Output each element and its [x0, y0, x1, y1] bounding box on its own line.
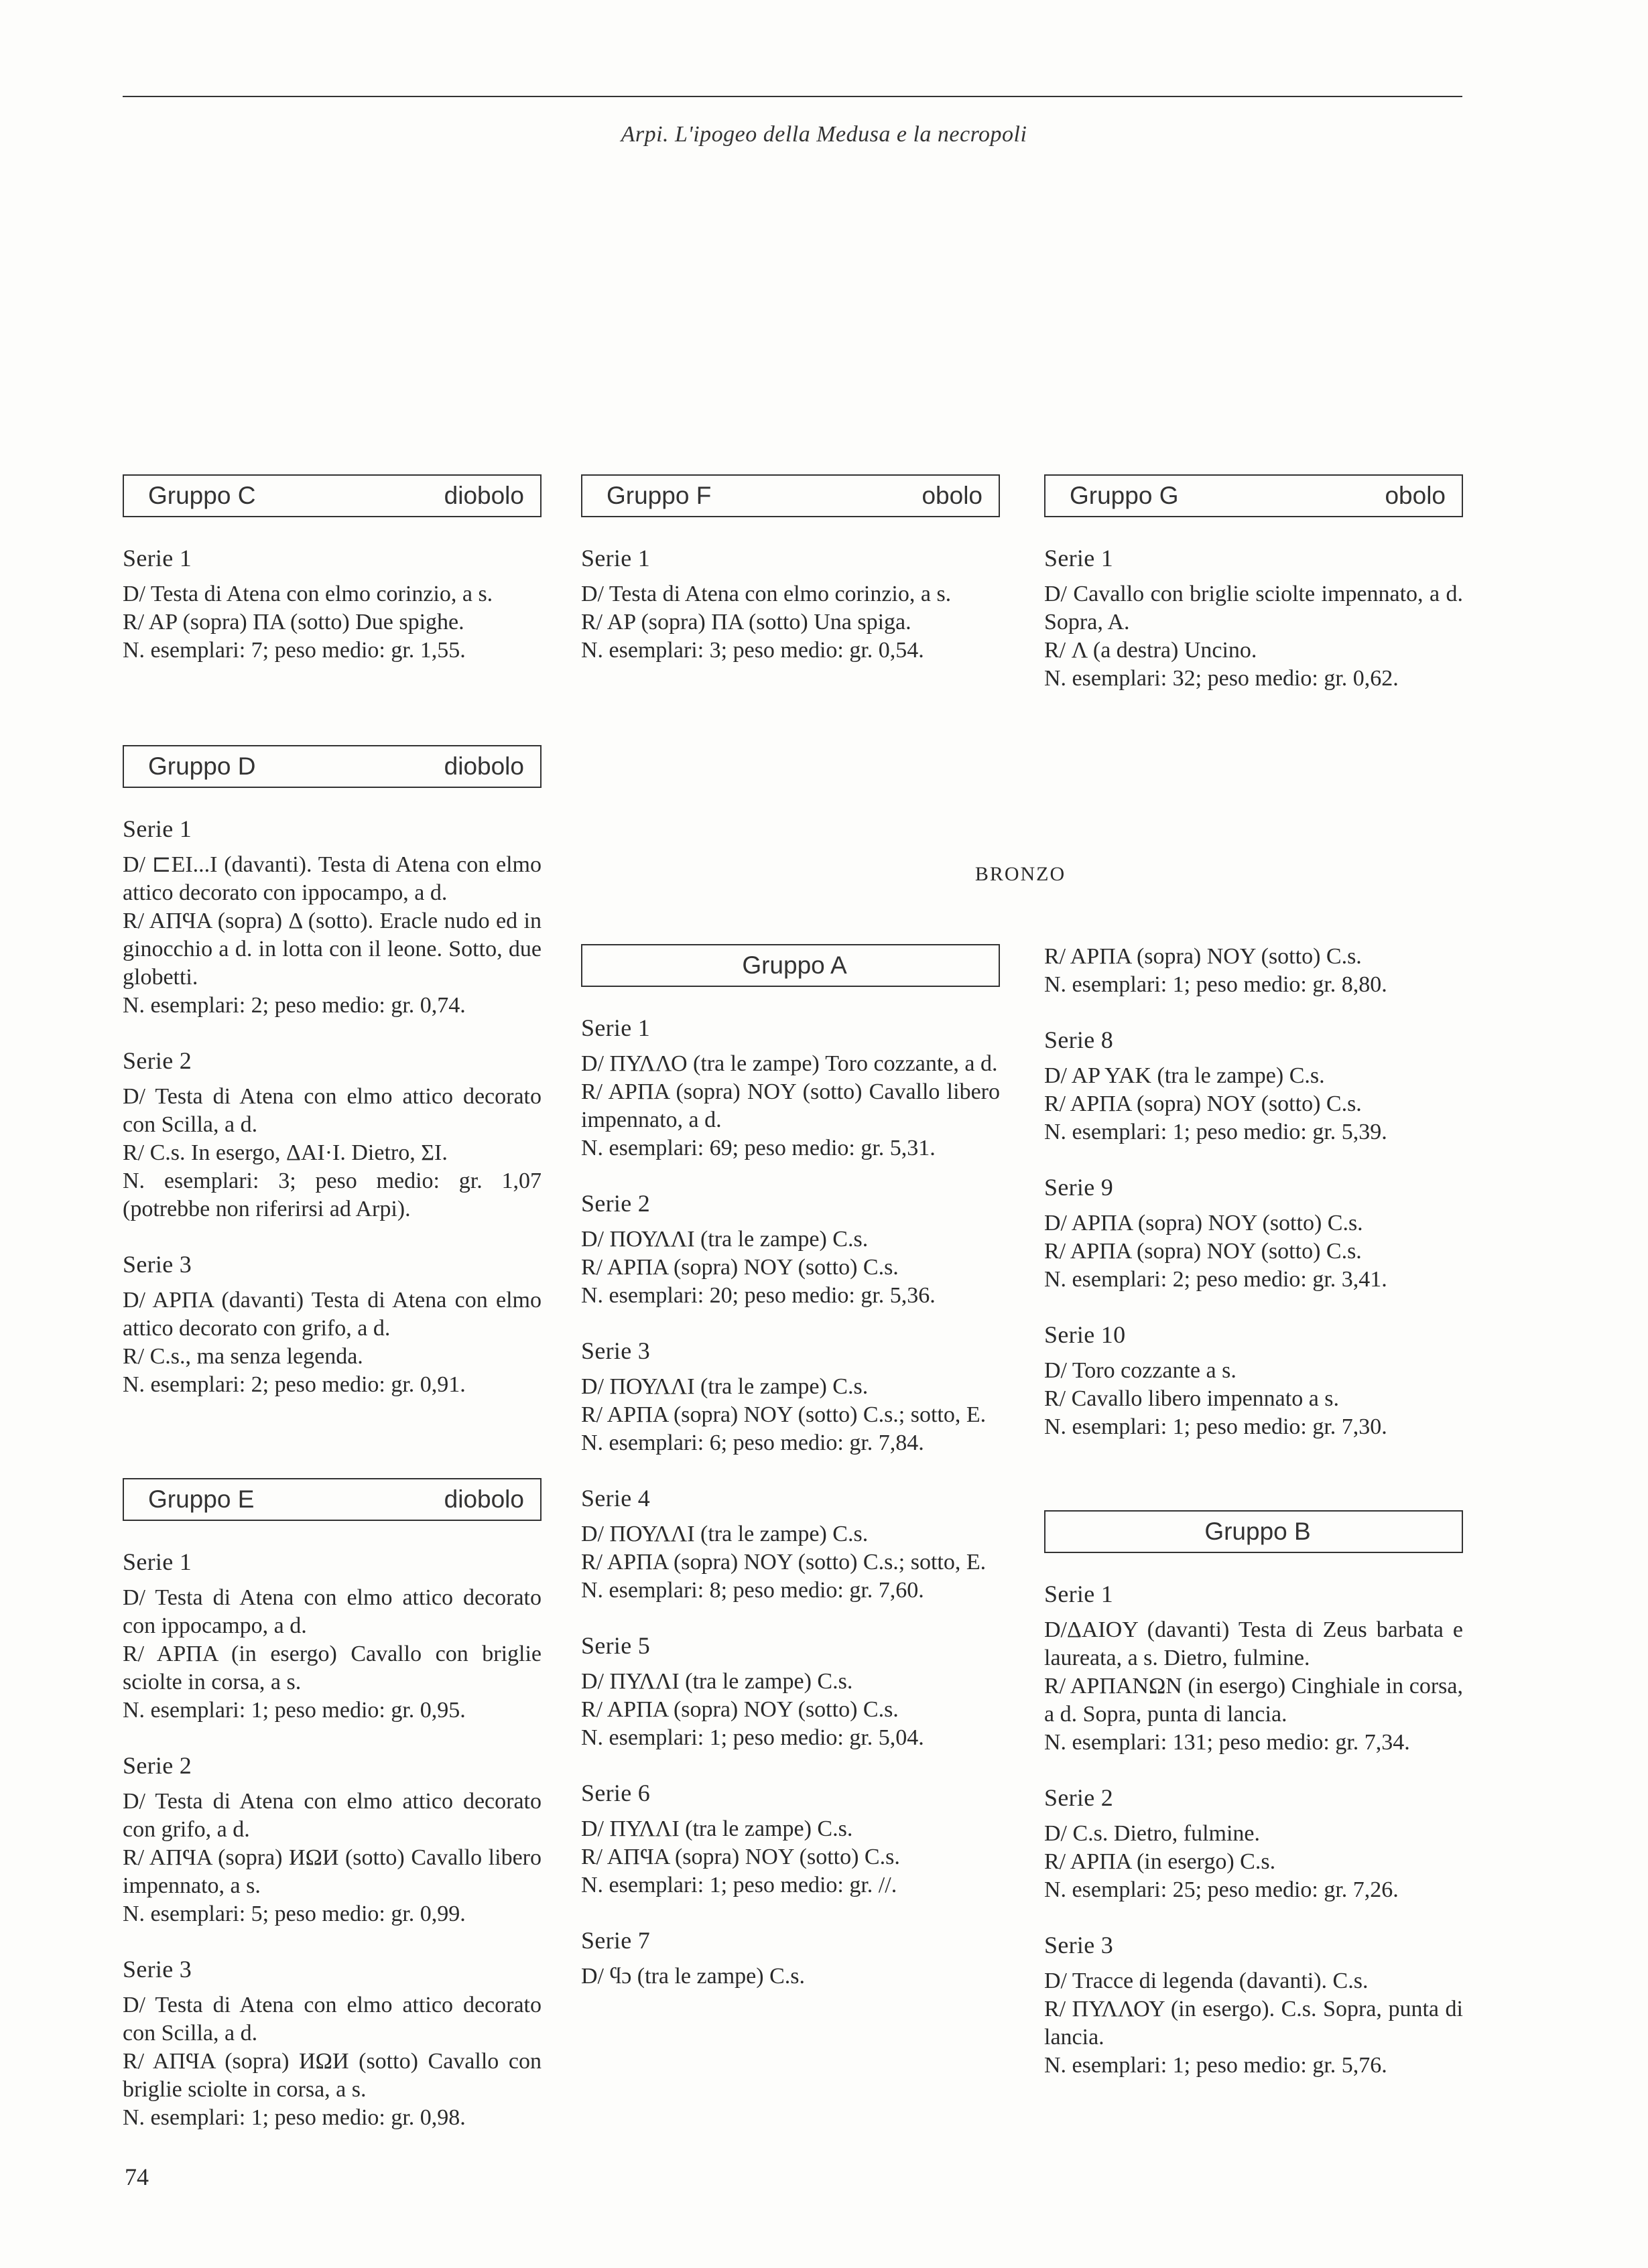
- series-title: Serie 1: [123, 1548, 192, 1575]
- series-line: N. esemplari: 1; peso medio: gr. 8,80.: [1044, 972, 1387, 997]
- series-line: R/ APΠA (sopra) NOY (sotto) C.s.: [581, 1255, 899, 1280]
- series-line: N. esemplari: 1; peso medio: gr. 0,95.: [123, 1698, 466, 1723]
- series-line: D/ ΠΟΥΛΛΙ (tra le zampe) C.s.: [581, 1227, 869, 1252]
- series-line: D/ ΠΥΛΛΙ (tra le zampe) C.s.: [581, 1816, 853, 1841]
- series-line: R/ Cavallo libero impennato a s.: [1044, 1386, 1340, 1411]
- column-3-middle: [1044, 943, 1463, 1441]
- series-line: R/ APΠA (sopra) NOY (sotto) C.s.: [1044, 1239, 1362, 1264]
- series-line: D/ Testa di Atena con elmo corinzio, a s.: [123, 582, 493, 606]
- series-title: Serie 2: [123, 1752, 192, 1779]
- series-title: Serie 2: [123, 1047, 192, 1074]
- column-1-middle: [123, 745, 542, 1399]
- series-line: D/ Toro cozzante a s.: [1044, 1358, 1237, 1383]
- series-title: Serie 6: [581, 1780, 651, 1806]
- series-line: R/ APΠA (in esergo) Cavallo con briglie sciolte in corsa, a s.: [123, 1642, 542, 1694]
- running-head: Arpi. L'ipogeo della Medusa e la necropoli: [621, 122, 1027, 147]
- series-title: Serie 9: [1044, 1174, 1114, 1201]
- series-title: Serie 5: [581, 1632, 651, 1659]
- series-line: R/ APΠA (sopra) NOY (sotto) C.s.: [1044, 944, 1362, 969]
- series-line: D/ Cavallo con briglie sciolte impennato, a d. Sopra, A.: [1044, 582, 1463, 635]
- series-title: Serie 10: [1044, 1321, 1126, 1348]
- series-line: R/ C.s., ma senza legenda.: [123, 1344, 363, 1369]
- series-line: N. esemplari: 131; peso medio: gr. 7,34.: [1044, 1730, 1410, 1755]
- page-number: 74: [125, 2163, 149, 2190]
- group-title: Gruppo G: [1070, 482, 1179, 509]
- series-title: Serie 3: [581, 1337, 651, 1364]
- series-line: R/ AΠϤA (sopra) Δ (sotto). Eracle nudo ed in ginocchio a d. in lotta con il leone. Sotto, due globetti.: [123, 909, 542, 990]
- series-title: Serie 1: [1044, 545, 1114, 572]
- series-entry: [1044, 1784, 1463, 1904]
- header-rule: [123, 96, 1462, 97]
- series-title: Serie 3: [123, 1956, 192, 1983]
- series-entry: [581, 1779, 1000, 1899]
- series-entry: [1044, 544, 1463, 693]
- series-line: N. esemplari: 2; peso medio: gr. 0,91.: [123, 1372, 466, 1397]
- series-line: D/ Tracce di legenda (davanti). C.s.: [1044, 1969, 1369, 1993]
- group-header: [1044, 474, 1463, 517]
- series-line: D/ AP YAK (tra le zampe) C.s.: [1044, 1063, 1325, 1088]
- series-entry: [123, 1250, 542, 1399]
- group-header: [123, 745, 542, 788]
- series-title: Serie 3: [123, 1251, 192, 1278]
- series-entry: [123, 544, 542, 665]
- series-line: D/ C.s. Dietro, fulmine.: [1044, 1821, 1261, 1846]
- series-line: D/ Testa di Atena con elmo attico decorato con grifo, a d.: [123, 1789, 542, 1842]
- series-entry: [581, 544, 1000, 665]
- series-entry: [123, 1955, 542, 2132]
- series-line: D/ΔAIOY (davanti) Testa di Zeus barbata e laureata, a s. Dietro, fulmine.: [1044, 1617, 1463, 1670]
- group-title: Gruppo B: [1204, 1518, 1311, 1545]
- series-line: R/ APΠA (sopra) NOY (sotto) C.s.: [1044, 1091, 1362, 1116]
- group-header: [581, 944, 1000, 987]
- denomination-label: diobolo: [444, 1485, 524, 1513]
- series-line: N. esemplari: 1; peso medio: gr. 0,98.: [123, 2105, 466, 2130]
- series-entry: [1044, 1931, 1463, 2080]
- series-title: Serie 8: [1044, 1026, 1114, 1053]
- column-1-bottom: [123, 1478, 542, 2132]
- column-2-bottom: [581, 944, 1000, 1991]
- series-title: Serie 3: [1044, 1932, 1114, 1958]
- series-line: R/ APΠA (sopra) NOY (sotto) Cavallo libero impennato, a d.: [581, 1079, 1000, 1132]
- series-entry: [123, 1047, 542, 1223]
- column-1-top: [123, 474, 542, 665]
- group-title: Gruppo E: [148, 1485, 255, 1513]
- series-line: N. esemplari: 25; peso medio: gr. 7,26.: [1044, 1877, 1399, 1902]
- series-title: Serie 7: [581, 1927, 651, 1954]
- group-title: Gruppo A: [742, 951, 847, 979]
- series-entry: [1044, 943, 1463, 999]
- series-line: D/ ϥɔ (tra le zampe) C.s.: [581, 1964, 805, 1989]
- series-line: D/ ⊏EI...I (davanti). Testa di Atena con elmo attico decorato con ippocampo, a d.: [123, 852, 542, 905]
- series-title: Serie 2: [581, 1190, 651, 1217]
- column-3-bottom: [1044, 1510, 1463, 2080]
- series-title: Serie 4: [581, 1485, 651, 1512]
- series-title: Serie 1: [123, 545, 192, 572]
- series-title: Serie 1: [123, 815, 192, 842]
- series-line: N. esemplari: 8; peso medio: gr. 7,60.: [581, 1578, 924, 1603]
- series-line: D/ Testa di Atena con elmo attico decorato con Scilla, a d.: [123, 1993, 542, 2046]
- series-line: N. esemplari: 1; peso medio: gr. 5,39.: [1044, 1120, 1387, 1144]
- series-line: D/ Testa di Atena con elmo attico decorato con Scilla, a d.: [123, 1084, 542, 1137]
- group-header: [1044, 1510, 1463, 1553]
- series-line: R/ APΠA (sopra) NOY (sotto) C.s.: [581, 1697, 899, 1722]
- group-title: Gruppo C: [148, 482, 256, 509]
- group-header: [581, 474, 1000, 517]
- series-title: Serie 1: [581, 1014, 651, 1041]
- group-header: [123, 474, 542, 517]
- series-line: N. esemplari: 2; peso medio: gr. 0,74.: [123, 993, 466, 1018]
- column-3-top: [1044, 474, 1463, 693]
- series-line: R/ AP (sopra) ΠA (sotto) Due spighe.: [123, 610, 464, 635]
- series-line: N. esemplari: 1; peso medio: gr. 5,76.: [1044, 2053, 1387, 2078]
- series-entry: [581, 1337, 1000, 1457]
- series-line: R/ AΠϤA (sopra) ИΩИ (sotto) Cavallo libero impennato, a s.: [123, 1845, 542, 1898]
- series-line: R/ APΠA (in esergo) C.s.: [1044, 1849, 1276, 1874]
- series-line: D/ ΠΥΛΛΟ (tra le zampe) Toro cozzante, a d.: [581, 1051, 998, 1076]
- series-line: R/ C.s. In esergo, ΔAI·I. Dietro, ΣI.: [123, 1140, 448, 1165]
- series-line: N. esemplari: 6; peso medio: gr. 7,84.: [581, 1430, 924, 1455]
- series-line: D/ ΠΟΥΛΛΙ (tra le zampe) C.s.: [581, 1522, 869, 1546]
- series-line: R/ AΠϤA (sopra) ИΩИ (sotto) Cavallo con briglie sciolte in corsa, a s.: [123, 2049, 542, 2102]
- series-line: R/ AΠϤA (sopra) NOY (sotto) C.s.: [581, 1845, 900, 1869]
- series-line: N. esemplari: 1; peso medio: gr. 7,30.: [1044, 1414, 1387, 1439]
- series-line: R/ AP (sopra) ΠA (sotto) Una spiga.: [581, 610, 911, 635]
- series-entry: [123, 1548, 542, 1725]
- denomination-label: diobolo: [444, 752, 524, 780]
- series-entry: [123, 815, 542, 1020]
- series-title: Serie 1: [1044, 1581, 1114, 1607]
- series-title: Serie 2: [1044, 1784, 1114, 1811]
- series-line: N. esemplari: 2; peso medio: gr. 3,41.: [1044, 1267, 1387, 1292]
- series-line: D/ ΠΥΛΛΙ (tra le zampe) C.s.: [581, 1669, 853, 1694]
- series-line: R/ Λ (a destra) Uncino.: [1044, 638, 1257, 663]
- series-entry: [581, 1014, 1000, 1162]
- series-line: N. esemplari: 1; peso medio: gr. 5,04.: [581, 1725, 924, 1750]
- denomination-label: diobolo: [444, 482, 524, 509]
- series-entry: [581, 1631, 1000, 1752]
- series-line: N. esemplari: 7; peso medio: gr. 1,55.: [123, 638, 466, 663]
- series-entry: [1044, 1321, 1463, 1441]
- column-2-top: [581, 474, 1000, 665]
- series-line: R/ APΠANΩN (in esergo) Cinghiale in corsa, a d. Sopra, punta di lancia.: [1044, 1674, 1463, 1727]
- series-line: D/ APΠA (sopra) NOY (sotto) C.s.: [1044, 1211, 1363, 1236]
- series-entry: [581, 1484, 1000, 1605]
- series-line: N. esemplari: 3; peso medio: gr. 1,07 (potrebbe non riferirsi ad Arpi).: [123, 1169, 542, 1221]
- series-line: N. esemplari: 3; peso medio: gr. 0,54.: [581, 638, 924, 663]
- section-heading: BRONZO: [974, 863, 1066, 885]
- series-title: Serie 1: [581, 545, 651, 572]
- series-entry: [581, 1189, 1000, 1310]
- series-entry: [581, 1926, 1000, 1991]
- series-entry: [1044, 1173, 1463, 1294]
- series-line: R/ ΠΥΛΛΟΥ (in esergo). C.s. Sopra, punta di lancia.: [1044, 1997, 1463, 2050]
- series-entry: [123, 1751, 542, 1928]
- series-line: N. esemplari: 1; peso medio: gr. //.: [581, 1873, 897, 1897]
- series-entry: [1044, 1026, 1463, 1146]
- series-line: R/ APΠA (sopra) NOY (sotto) C.s.; sotto, E.: [581, 1550, 987, 1575]
- denomination-label: obolo: [922, 482, 983, 509]
- series-line: D/ ΠΟΥΛΛΙ (tra le zampe) C.s.: [581, 1374, 869, 1399]
- group-title: Gruppo F: [607, 482, 712, 509]
- series-line: N. esemplari: 69; peso medio: gr. 5,31.: [581, 1136, 936, 1160]
- series-line: D/ Testa di Atena con elmo attico decorato con ippocampo, a d.: [123, 1585, 542, 1638]
- group-title: Gruppo D: [148, 752, 256, 780]
- series-entry: [1044, 1580, 1463, 1757]
- series-line: D/ APΠA (davanti) Testa di Atena con elmo attico decorato con grifo, a d.: [123, 1288, 542, 1341]
- series-line: R/ APΠA (sopra) NOY (sotto) C.s.; sotto, E.: [581, 1402, 987, 1427]
- denomination-label: obolo: [1385, 482, 1446, 509]
- series-line: N. esemplari: 20; peso medio: gr. 5,36.: [581, 1283, 936, 1308]
- series-line: D/ Testa di Atena con elmo corinzio, a s.: [581, 582, 952, 606]
- series-line: N. esemplari: 32; peso medio: gr. 0,62.: [1044, 666, 1399, 691]
- series-line: N. esemplari: 5; peso medio: gr. 0,99.: [123, 1902, 466, 1926]
- group-header: [123, 1478, 542, 1521]
